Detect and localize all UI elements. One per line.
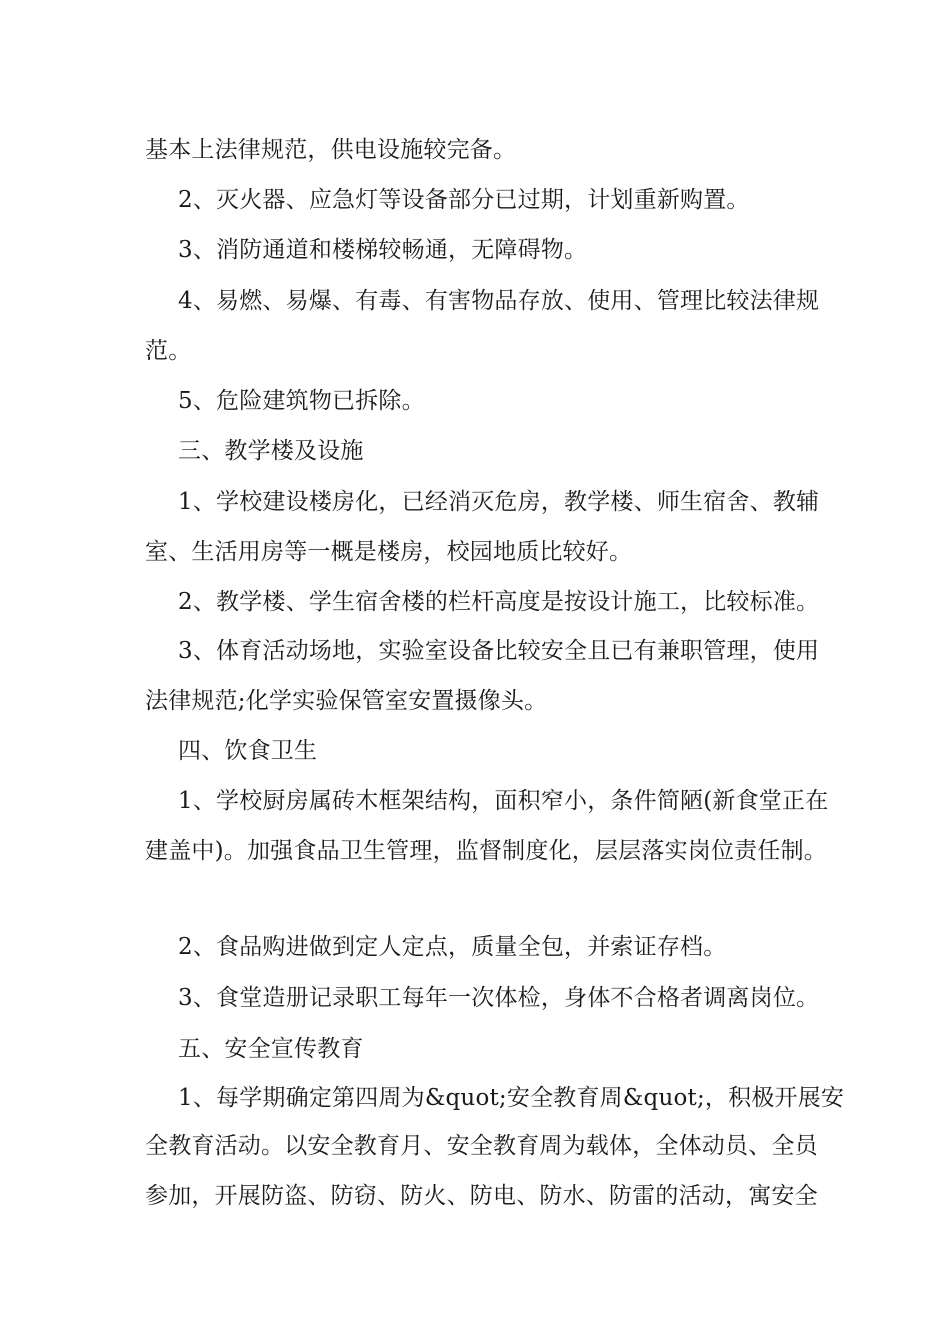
text-line-17: 3、食堂造册记录职工每年一次体检，身体不合格者调离岗位。 (178, 985, 820, 1011)
text-line-4: 4、易燃、易爆、有毒、有害物品存放、使用、管理比较法律规 (178, 288, 820, 314)
text-line-3: 3、消防通道和楼梯较畅通，无障碍物。 (178, 237, 588, 263)
text-line-14: 1、学校厨房属砖木框架结构，面积窄小，条件简陋(新食堂正在 (178, 788, 829, 814)
text-line-6: 5、危险建筑物已拆除。 (178, 388, 425, 414)
section-heading-3: 三、教学楼及设施 (178, 438, 364, 464)
text-line-16: 2、食品购进做到定人定点，质量全包，并索证存档。 (178, 934, 727, 960)
text-line-19: 1、每学期确定第四周为&quot;安全教育周&quot;，积极开展安 (178, 1085, 845, 1111)
text-line-11: 3、体育活动场地，实验室设备比较安全且已有兼职管理，使用 (178, 638, 820, 664)
text-line-10: 2、教学楼、学生宿舍楼的栏杆高度是按设计施工，比较标准。 (178, 589, 820, 615)
section-heading-4: 四、饮食卫生 (178, 738, 318, 764)
text-line-2: 2、灭火器、应急灯等设备部分已过期，计划重新购置。 (178, 187, 750, 213)
text-line-1: 基本上法律规范，供电设施较完备。 (145, 137, 517, 163)
text-line-9: 室、生活用房等一概是楼房，校园地质比较好。 (145, 539, 633, 565)
text-line-21: 参加，开展防盗、防窃、防火、防电、防水、防雷的活动，寓安全 (145, 1183, 818, 1209)
text-line-20: 全教育活动。以安全教育月、安全教育周为载体，全体动员、全员 (145, 1133, 818, 1159)
text-line-8: 1、学校建设楼房化，已经消灭危房，教学楼、师生宿舍、教辅 (178, 489, 820, 515)
section-heading-5: 五、安全宣传教育 (178, 1036, 364, 1062)
text-line-12: 法律规范;化学实验保管室安置摄像头。 (145, 688, 548, 714)
text-line-5: 范。 (145, 338, 192, 364)
text-line-15: 建盖中)。加强食品卫生管理，监督制度化，层层落实岗位责任制。 (145, 838, 827, 864)
